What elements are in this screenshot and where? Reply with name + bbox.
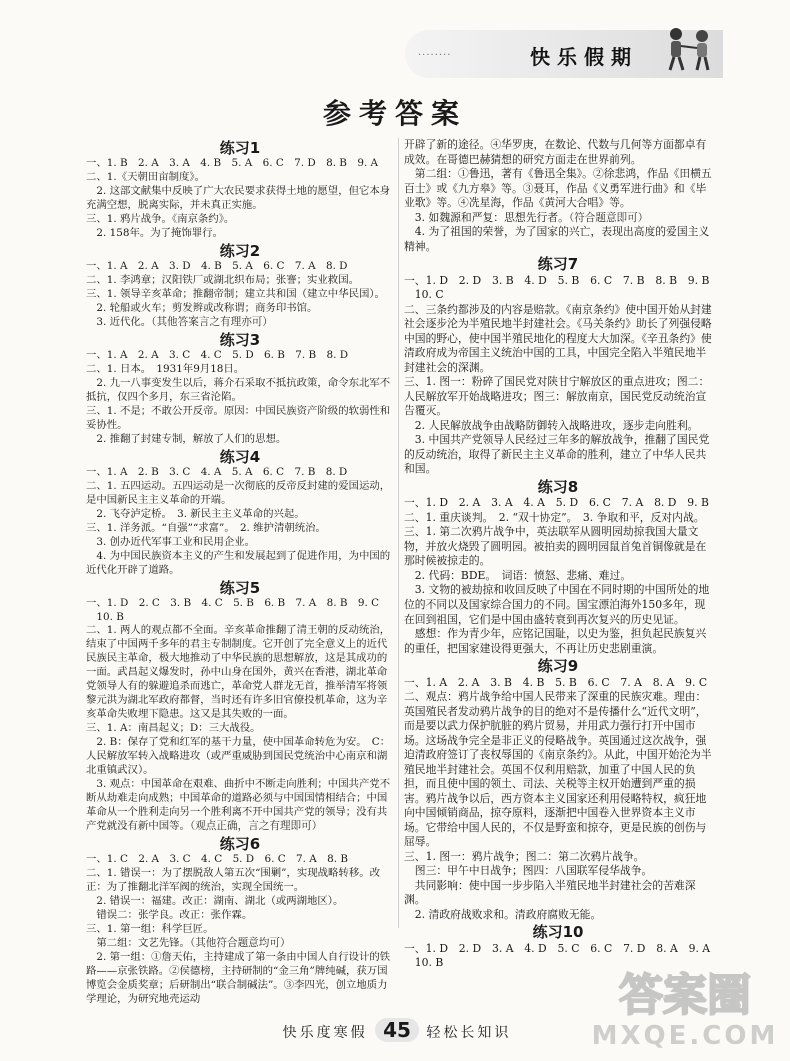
answer-line [86, 778, 394, 834]
answer-text: 二、1. 五四运动。五四运动是一次彻底的反帝反封建的爱国运动，是中国新民主主义革命的开端。 [86, 479, 391, 506]
answer-text: 一、1. A 2. A 3. D 4. B 5. A 6. C 7. A 8. D [86, 259, 348, 272]
answer-line [86, 522, 394, 536]
answer-line [86, 213, 394, 227]
answer-line [86, 274, 394, 288]
section-heading: 练习4 [219, 447, 261, 466]
answer-line [86, 536, 394, 550]
watermark-line2: MXQE.COM [591, 1021, 779, 1051]
answer-text: 第二组：①鲁迅，著有《鲁迅全集》。②徐悲鸿，作品《田横五百士》或《九方皋》等。③聂耳，作品《义勇军进行曲》和《毕业歌》等。④冼星海，作品《黄河大合唱》等。 [404, 167, 712, 210]
answer-text: 一、1. D 2. A 3. A 4. A 5. D 6. C 7. A 8. D 9. B [404, 496, 709, 510]
answer-text: 2. 代码：BDE。 词语：愤怒、悲痛、难过。 [404, 568, 632, 582]
answer-line [86, 508, 394, 522]
answer-line [86, 867, 394, 895]
answer-text: 4. 为了祖国的荣誉，为了国家的兴亡，表现出高度的爱国主义精神。 [404, 225, 710, 253]
answer-text: 三、1. A：南昌起义；D：三大战役。 [86, 722, 261, 735]
answer-line [404, 690, 712, 850]
answer-line [86, 260, 394, 274]
answer-note: （其他答案言之有理亦可） [151, 315, 273, 328]
answer-line [404, 908, 712, 923]
answer-text: 2. 推翻了封建专制，解放了人们的思想。 [86, 432, 287, 445]
answer-text: 三、1. 图一：鸦片战争；图二：第二次鸦片战争。 [404, 849, 645, 863]
answer-line [404, 583, 712, 627]
answer-line [86, 624, 394, 722]
answer-text: 三、1. 第一组：科学巨匠。 [86, 923, 214, 936]
answer-column-left [86, 138, 394, 1007]
answer-text: 三、1. 图一：粉碎了国民党对陕甘宁解放区的重点进攻；图二：人民解放军开始战略进攻；图三：解放南京，国民党反动统治宣告覆灭。 [404, 375, 710, 418]
answer-text: 三、1. 鸦片战争。《南京条约》。 [86, 212, 235, 225]
answer-line [404, 627, 712, 656]
answer-line [404, 879, 712, 908]
section-heading: 练习5 [219, 578, 261, 597]
answer-line [86, 377, 394, 405]
answer-note: （其他符合题意均可） [189, 937, 291, 950]
answer-text: 3. 观点：中国革命在艰难、曲折中不断走向胜利；中国共产党不断从劫难走向成熟；中国革命的道路必须与中国国情相结合；中国革命从一个胜利走向另一个胜利离不开中国共产党的领导；没有共产党就没有新中国等。 [86, 778, 391, 833]
answer-line [404, 433, 712, 477]
answer-text: 3. 中国共产党领导人民经过三年多的解放战争，推翻了国民党的反动统治，取得了新民主主义革命的胜利，建立了中华人民共和国。 [404, 433, 710, 476]
answer-line [86, 937, 394, 951]
answer-text: 10. B [404, 956, 444, 970]
answer-text: 4. 为中国民族资本主义的产生和发展起到了促进作用，为中国的近代化开辟了道路。 [86, 549, 391, 576]
answer-line [86, 895, 394, 909]
answer-line [404, 496, 712, 511]
answer-text: 一、1. A 2. A 3. C 4. C 5. D 6. B 7. B 8. D [86, 348, 349, 361]
section-heading: 练习8 [537, 477, 579, 496]
answer-line [404, 511, 712, 526]
watermark-logo [590, 958, 780, 1054]
page-number: 45 [375, 1018, 419, 1042]
answer-line [86, 185, 394, 213]
answer-line [404, 274, 712, 289]
answer-text: 二、1. 李鸿章；汉阳铁厂或湖北织布局；张謇；实业救国。 [86, 273, 359, 286]
answer-text: 2. 轮船或火车；剪发辫或改称谓；商务印书馆。 [86, 301, 318, 314]
answer-line [86, 405, 394, 433]
section-heading: 练习2 [219, 241, 261, 260]
answer-text: 三、1. 不是；不敢公开反帝。原因：中国民族资产阶级的软弱性和妥协性。 [86, 404, 391, 431]
answer-text: 2. 158年。为了掩饰罪行。 [86, 226, 223, 239]
answer-line [86, 951, 394, 1007]
section-heading: 练习10 [532, 923, 584, 942]
answer-text: 共同影响：使中国一步步陷入半殖民地半封建社会的苦难深渊。 [404, 878, 696, 907]
answer-text: 一、1. D 2. C 3. B 4. C 5. B 6. B 7. A 8. B 9. C [86, 596, 380, 609]
answer-text: 三、1. 洋务派。“自强”“求富”。 2. 维护清朝统治。 [86, 521, 326, 534]
answer-line [86, 611, 394, 625]
answer-line [86, 157, 394, 171]
answer-line [86, 302, 394, 316]
answer-line [86, 597, 394, 611]
answer-line [86, 349, 394, 363]
answer-text: 一、1. C 2. A 3. C 4. C 5. D 6. C 7. A 8. B [86, 853, 349, 866]
answer-line [404, 569, 712, 584]
answer-text: 二、1. 两人的观点都不全面。辛亥革命推翻了清王朝的反动统治，结束了中国两千多年的君主专制制度。它开创了完全意义上的近代民族民主革命，极大地推动了中华民族的思想解放，这是其成功的一面。武昌起义爆发时，孙中山身在国外，黄兴在香港，湖北革命党领导人有的躲避追杀而逃亡，革命党人群龙无首，推举清军将领黎元洪为湖北军政府都督，当时还有许多旧官僚投机革命，这为辛亥革命失败埋下隐患。这又是其失败的一面。 [86, 624, 391, 721]
answer-text: 三、1. 第二次鸦片战争中，英法联军从圆明园劫掠我国大量文物，并放火烧毁了圆明园。被拍卖的圆明园鼠首兔首铜像就是在那时候被掠走的。 [404, 525, 707, 568]
answer-text: 错误二：张学良。改正：张作霖。 [86, 909, 253, 922]
answer-line [404, 167, 712, 211]
answer-text: 二、1.《天朝田亩制度》。 [86, 170, 206, 183]
answer-line [404, 419, 712, 434]
answer-line [86, 288, 394, 302]
answer-line [404, 375, 712, 419]
answer-text: 感想：作为青少年，应铭记国耻，以史为鉴，担负起民族复兴的重任，把国家建设得更强大，不再让历史悲剧重演。 [404, 627, 707, 655]
section-heading: 练习3 [219, 330, 261, 349]
answer-text: 一、1. D 2. D 3. B 4. D 5. B 6. C 7. B 8. B 9. B [404, 273, 710, 287]
section-heading: 练习9 [537, 657, 579, 676]
answer-text: 一、1. D 2. D 3. A 4. D 5. C 6. C 7. D 8. A 9. A [404, 941, 711, 955]
answer-text: 二、观点：鸦片战争给中国人民带来了深重的民族灾难。理由：英国殖民者发动鸦片战争的目的绝对不是传播什么“近代文明”，而是要以武力保护肮脏的鸦片贸易，并用武力强行打开中国市场。这场战争完全是非正义的侵略战争。英国通过这次战争，强迫清政府签订了丧权辱国的《南京条约》。从此，中国开始沦为半殖民地半封建社会。英国不仅利用赔款，加重了中国人民的负担，而且使中国的领土、司法、关税等主权开始遭到严重的损害。鸦片战争以后，西方资本主义国家还利用侵略特权，疯狂地向中国倾销商品，掠夺原料，逐渐把中国卷入世界资本主义市场。它带给中国人民的，不仅是野蛮和掠夺，更是民族的创伤与屈辱。 [404, 690, 712, 849]
answer-note: （符合题意即可） [568, 211, 649, 224]
answer-text: 2. 人民解放战争由战略防御转入战略进攻，逐步走向胜利。 [404, 418, 699, 432]
answer-text: 10. C [404, 288, 444, 302]
answer-text: 一、1. A 2. A 3. B 4. B 5. B 6. C 7. A 8. A 9. C [404, 675, 708, 689]
answer-text: 3. 创办近代军事工业和民用企业。 [86, 535, 256, 548]
answer-line [86, 923, 394, 937]
answer-text: 一、1. B 2. A 3. A 4. B 5. A 6. C 7. D 8. B 9. A [86, 156, 379, 169]
answer-text: 二、三条约都涉及的内容是赔款。《南京条约》使中国开始从封建社会逐步沦为半殖民地半封建社会。《马关条约》助长了列强侵略中国的野心，使中国半殖民地化的程度大大加深。《辛丑条约》使清政府成为帝国主义统治中国的工具，中国完全陷入半殖民地半封建社会的深渊。 [404, 302, 712, 374]
section-heading: 练习6 [219, 835, 261, 854]
answer-line [86, 480, 394, 508]
answer-line [404, 850, 712, 865]
answer-text: 第二组：文艺先锋。 [86, 937, 190, 950]
answer-line [404, 211, 712, 226]
answer-text: 2. 清政府战败求和。清政府腐败无能。 [404, 907, 602, 921]
answer-line [404, 288, 712, 303]
footer [262, 1018, 532, 1048]
answer-text: 2. 飞夺泸定桥。 3. 新民主主义革命的兴起。 [86, 507, 305, 520]
answer-line [86, 363, 394, 377]
answer-text: 2. 这部文献集中反映了广大农民要求获得土地的愿望，但它本身充满空想，脱离实际，并未真正实施。 [86, 184, 391, 211]
answer-line [86, 171, 394, 185]
answer-text: 3. 文物的被劫掠和收回反映了中国在不同时期的中国所处的地位的不同以及国家综合国力的不同。国宝漂泊海外150多年，现在回到祖国，它们是中国由盛转衰到再次复兴的历史见证。 [404, 583, 710, 626]
answer-text: 开辟了新的途径。④华罗庚，在数论、代数与几何等方面都卓有成效。在哥德巴赫猜想的研究方面走在世界前列。 [404, 138, 707, 166]
answer-column-right [404, 138, 712, 971]
section-heading: 练习1 [219, 139, 261, 157]
answer-text: 一、1. A 2. B 3. C 4. A 5. A 6. C 7. B 8. D [86, 465, 348, 478]
answer-line [86, 433, 394, 447]
answer-line [86, 466, 394, 480]
answer-line [86, 853, 394, 867]
answer-text: 2. B：保存了党和红军的基干力量，使中国革命转危为安。 C：人民解放军转入战略进攻（或严重威胁到国民党统治中心南京和湖北重镇武汉）。 [86, 736, 391, 777]
answer-text: 三、1. 领导辛亥革命；推翻帝制；建立共和国（建立中华民国）。 [86, 287, 385, 300]
answer-text: 2. 错误一：福建。改正：湖南、湖北（或两湖地区）。 [86, 895, 344, 908]
answer-line [86, 227, 394, 241]
kids-icon [660, 22, 722, 74]
answer-line [404, 942, 712, 957]
column-divider [398, 138, 399, 928]
page-title: 参考答案 [322, 97, 467, 130]
answer-text: 2. 第一组：①詹天佑，主持建成了第一条由中国人自行设计的铁路——京张铁路。②侯德榜，主持研制的“金三角”牌纯碱，获万国博览会金质奖章；后研制出“联合制碱法”。③李四光，创立地质力学理论，为研究地壳运动 [86, 951, 391, 1006]
answer-line [86, 550, 394, 578]
answer-line [404, 225, 712, 254]
answer-line [86, 316, 394, 330]
header-title: 快乐假期 [530, 45, 638, 69]
footer-right-text: 轻松长知识 [426, 1025, 512, 1041]
answer-text: 二、1. 重庆谈判。 2. “双十协定”。 3. 争取和平，反对内战。 [404, 510, 705, 524]
answer-text: 图三：甲午中日战争；图四：八国联军侵华战争。 [404, 864, 653, 878]
answer-text: 二、1. 错误一：为了摆脱敌人第五次“围剿”，实现战略转移。改正：为了推翻北洋军阀的统治，实现全国统一。 [86, 867, 380, 894]
answer-line [86, 909, 394, 923]
answer-text: 3. 近代化。 [86, 315, 152, 328]
answer-line [86, 722, 394, 736]
answer-line [404, 138, 712, 167]
answer-line [86, 736, 394, 778]
answer-text: 10. B [86, 610, 124, 623]
answer-text: 3. 如魏源和严复：思想先行者。 [404, 210, 569, 224]
header-dots: ········ [418, 50, 452, 61]
answer-text: 二、1. 日本。 1931年9月18日。 [86, 362, 245, 375]
answer-line [404, 525, 712, 569]
answer-text: 2. 九一八事变发生以后，蒋介石采取不抵抗政策，命令东北军不抵抗，仅四个多月，东三省沦陷。 [86, 376, 391, 403]
section-heading: 练习7 [537, 255, 579, 274]
watermark-line1: 答案圈 [619, 970, 751, 1021]
footer-left-text: 快乐度寒假 [282, 1025, 368, 1041]
answer-line [404, 676, 712, 691]
answer-note: （观点正确，言之有理即可） [189, 820, 323, 833]
answer-line [404, 864, 712, 879]
answer-line [404, 303, 712, 376]
